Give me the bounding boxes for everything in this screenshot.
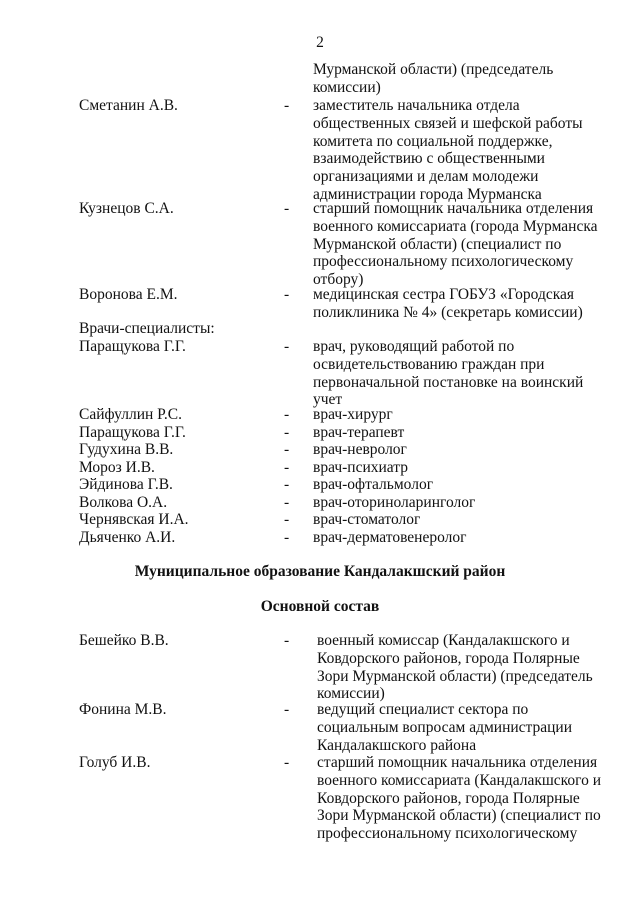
desc-line: медицинская сестра ГОБУЗ «Городская [313, 286, 575, 303]
desc-line: социальным вопросам администрации [317, 718, 573, 736]
dash-separator: - [284, 97, 290, 114]
member-name: Сметанин А.В. [79, 97, 178, 114]
member-name: Паращукова Г.Г. [79, 338, 186, 355]
dash-separator: - [284, 511, 290, 528]
desc-line: профессиональному психологическому [313, 253, 574, 271]
member-description [317, 632, 593, 703]
dash-separator: - [284, 406, 290, 423]
desc-line: комитета по социальной поддержке, [313, 132, 553, 150]
desc-line: освидетельствованию граждан при [313, 355, 545, 373]
dash-separator: - [284, 458, 290, 476]
dash-separator: - [284, 632, 290, 649]
desc-line: учет [313, 391, 343, 409]
member-description [313, 97, 583, 204]
dash-separator: - [284, 476, 290, 493]
desc-line: военного комиссариата (Кандалакшского и [317, 771, 602, 789]
desc-line: отбору) [313, 271, 364, 289]
member-name: Кузнецов С.А. [79, 200, 174, 217]
desc-line: Ковдорского районов, города Полярные [317, 649, 580, 667]
desc-line: военный комиссар (Кандалакшского и [317, 632, 570, 649]
member-name: Воронова Е.М. [79, 286, 178, 303]
desc-line: ведущий специалист сектора по [317, 701, 529, 718]
doctor-name: Гудухина В.В. [79, 441, 174, 458]
doctor-name: Эйдинова Г.В. [79, 476, 173, 493]
doctor-role: врач-дерматовенеролог [313, 528, 467, 546]
member-name: Бешейко В.В. [79, 632, 169, 649]
desc-line: Мурманской области) (специалист по [313, 235, 562, 253]
desc-line: первоначальной постановке на воинский [313, 373, 584, 391]
desc-line: поликлиника № 4» (секретарь комиссии) [313, 303, 583, 321]
doctor-name: Чернявская И.А. [79, 511, 189, 528]
desc-line: Ковдорского районов, города Полярные [317, 789, 580, 807]
doctors-label: Врачи-специалисты: [79, 320, 215, 337]
page-number: 2 [316, 34, 324, 51]
desc-line: комиссии) [317, 685, 385, 703]
doctor-role: врач-офтальмолог [313, 476, 434, 493]
dash-separator: - [284, 701, 290, 718]
dash-separator: - [284, 200, 290, 217]
doctor-name: Дьяченко А.И. [79, 528, 176, 546]
desc-line: военного комиссариата (города Мурманска [313, 217, 598, 235]
dash-separator: - [284, 493, 290, 511]
desc-line: организациями и делам молодежи [313, 168, 539, 186]
desc-line: Зори Мурманской области) (председатель [317, 667, 593, 685]
dash-separator: - [284, 286, 290, 303]
member-description [313, 338, 583, 409]
doctor-name: Паращукова Г.Г. [79, 423, 186, 441]
desc-line: Мурманской области) (председатель [313, 61, 554, 78]
member-name: Голуб И.В. [79, 754, 151, 771]
desc-line: комиссии) [313, 78, 381, 96]
dash-separator: - [284, 754, 290, 771]
doctor-role: врач-оториноларинголог [313, 493, 476, 511]
dash-separator: - [284, 423, 290, 441]
desc-line: профессиональному психологическому [317, 825, 578, 843]
doctor-name: Волкова О.А. [79, 493, 168, 511]
doctor-role: врач-стоматолог [313, 511, 421, 528]
desc-line: взаимодействию с общественными [313, 150, 545, 168]
dash-separator: - [284, 338, 290, 355]
desc-line: заместитель начальника отдела [313, 97, 520, 114]
desc-line: администрации города Мурманска [313, 185, 542, 203]
doctor-role: врач-невролог [313, 441, 407, 458]
desc-line: врач, руководящий работой по [313, 338, 515, 355]
main-composition-heading: Основной состав [260, 598, 380, 615]
dash-separator: - [284, 528, 290, 546]
desc-line: старший помощник начальника отделения [317, 754, 598, 771]
doctor-role: врач-терапевт [313, 423, 405, 441]
member-description [317, 701, 572, 754]
municipality-heading: Муниципальное образование Кандалакшский район [134, 563, 506, 580]
dash-separator: - [284, 441, 290, 458]
desc-line: Кандалакшского района [317, 736, 477, 754]
member-name: Фонина М.В. [79, 701, 167, 718]
doctor-role: врач-хирург [313, 406, 393, 423]
desc-line: старший помощник начальника отделения [313, 200, 594, 217]
desc-line: общественных связей и шефской работы [313, 114, 583, 132]
doctor-name: Мороз И.В. [79, 458, 155, 476]
member-description [313, 200, 598, 289]
doctor-name: Сайфуллин Р.С. [79, 406, 182, 423]
member-description [313, 286, 583, 322]
member-description [317, 754, 601, 843]
doctor-role: врач-психиатр [313, 458, 408, 476]
desc-line: Зори Мурманской области) (специалист по [317, 807, 601, 825]
